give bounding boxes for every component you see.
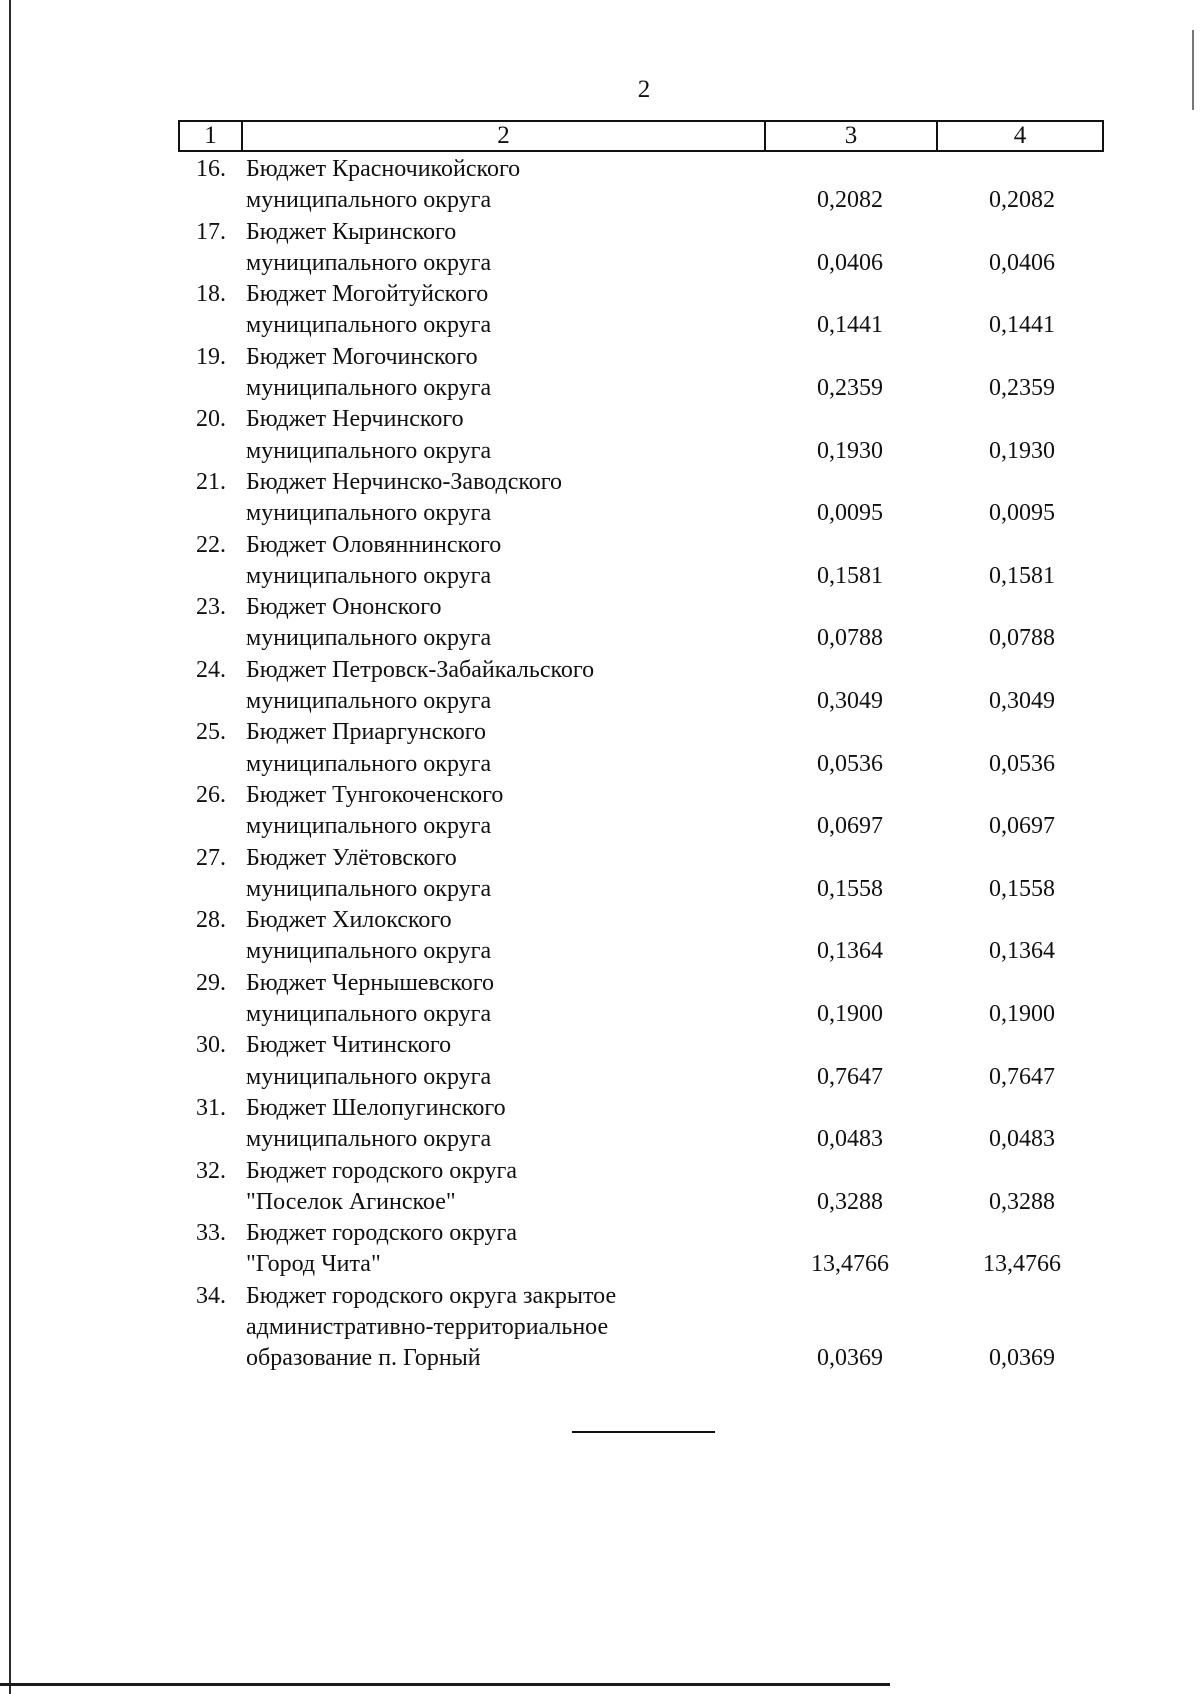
value-col-3: 0,1581	[817, 562, 883, 589]
row-number: 34.	[196, 1282, 226, 1309]
budget-name-line: Бюджет Красночикойского	[246, 156, 521, 182]
value-col-3: 0,1441	[817, 312, 883, 339]
value-col-3: 0,1558	[817, 875, 883, 902]
row-number: 33.	[196, 1220, 226, 1247]
budget-name-line: образование п. Горный	[246, 1345, 481, 1372]
row-number: 28.	[196, 907, 226, 934]
value-col-4: 0,7647	[989, 1063, 1055, 1090]
table-row	[178, 217, 1104, 280]
budget-name-line: Бюджет Читинского	[246, 1032, 452, 1059]
budget-name-line: Бюджет Петровск-Забайкальского	[246, 656, 595, 683]
budget-name	[246, 1030, 766, 1093]
table-row	[178, 843, 1104, 906]
budget-name	[246, 1218, 766, 1281]
budget-name-line: Бюджет Приаргунского	[246, 719, 486, 746]
scan-edge-bottom	[0, 1683, 890, 1686]
table-row	[178, 1218, 1104, 1281]
budget-name-line: муниципального округа	[246, 312, 492, 339]
budget-name-line: Бюджет Нерчинско-Заводского	[246, 468, 563, 495]
budget-name-line: муниципального округа	[246, 813, 492, 840]
end-rule	[572, 1431, 715, 1433]
value-col-3: 0,0788	[817, 625, 883, 652]
value-col-4: 0,0536	[989, 750, 1055, 777]
budget-name	[246, 217, 766, 280]
budget-name-line: муниципального округа	[246, 688, 492, 715]
value-col-4: 0,1364	[989, 938, 1055, 965]
value-col-3: 0,0536	[817, 750, 883, 777]
budget-name	[246, 968, 766, 1031]
budget-name-line: Бюджет Могочинского	[246, 343, 478, 370]
value-col-3: 0,0483	[817, 1126, 883, 1153]
row-number: 30.	[196, 1032, 226, 1059]
value-col-4: 0,3049	[989, 688, 1055, 715]
value-col-3: 0,7647	[817, 1063, 883, 1090]
budget-name	[246, 154, 766, 217]
table-row	[178, 530, 1104, 593]
budget-name-line: муниципального округа	[246, 375, 492, 402]
budget-name	[246, 780, 766, 843]
budget-name	[246, 717, 766, 780]
budget-name-line: муниципального округа	[246, 750, 492, 777]
value-col-4: 0,1900	[989, 1001, 1055, 1028]
row-number: 21.	[196, 468, 226, 495]
value-col-3: 0,2359	[817, 375, 883, 402]
budget-name-line: муниципального округа	[246, 187, 492, 214]
header-col-3: 3	[766, 122, 938, 150]
budget-name-line: муниципального округа	[246, 1126, 492, 1153]
row-number: 19.	[196, 343, 226, 370]
value-col-4: 13,4766	[983, 1251, 1061, 1278]
value-col-4: 0,1558	[989, 875, 1055, 902]
table-row	[178, 655, 1104, 718]
budget-name-line: Бюджет Тунгокоченского	[246, 781, 504, 808]
budget-name-line: муниципального округа	[246, 437, 492, 464]
row-number: 31.	[196, 1094, 226, 1121]
value-col-4: 0,2082	[989, 187, 1055, 214]
budget-name-line: Бюджет Хилокского	[246, 907, 452, 934]
budget-name-line: муниципального округа	[246, 500, 492, 527]
header-col-1: 1	[180, 122, 243, 150]
value-col-3: 0,3288	[817, 1188, 883, 1215]
table-header	[178, 120, 1104, 152]
budget-name-line: Бюджет городского округа закрытое	[246, 1282, 617, 1309]
value-col-4: 0,1930	[989, 437, 1055, 464]
row-number: 17.	[196, 218, 226, 245]
value-col-3: 0,0697	[817, 813, 883, 840]
table-row	[178, 905, 1104, 968]
budget-name-line: Бюджет Оловяннинского	[246, 531, 502, 558]
row-number: 27.	[196, 844, 226, 871]
budget-name	[246, 843, 766, 906]
budget-name-line: Бюджет Нерчинского	[246, 406, 464, 433]
table-row	[178, 279, 1104, 342]
value-col-3: 0,0406	[817, 249, 883, 276]
budget-name	[246, 530, 766, 593]
budget-name	[246, 1281, 766, 1375]
row-number: 23.	[196, 594, 226, 621]
row-number: 16.	[196, 156, 226, 182]
header-col-2: 2	[243, 122, 766, 150]
row-number: 29.	[196, 969, 226, 996]
table-row	[178, 1156, 1104, 1219]
budget-name	[246, 592, 766, 655]
budget-name	[246, 1156, 766, 1219]
table-row	[178, 1093, 1104, 1156]
value-col-4: 0,1581	[989, 562, 1055, 589]
budget-name	[246, 905, 766, 968]
budget-name	[246, 655, 766, 718]
budget-name-line: административно-территориальное	[246, 1313, 609, 1340]
value-col-4: 0,0483	[989, 1126, 1055, 1153]
budget-name-line: Бюджет Чернышевского	[246, 969, 494, 996]
budget-name-line: Бюджет городского округа	[246, 1220, 518, 1247]
value-col-3: 13,4766	[811, 1251, 889, 1278]
budget-name	[246, 1093, 766, 1156]
budget-name-line: Бюджет Могойтуйского	[246, 281, 489, 308]
value-col-3: 0,0095	[817, 500, 883, 527]
row-number: 22.	[196, 531, 226, 558]
budget-name-line: муниципального округа	[246, 249, 492, 276]
page-number: 2	[637, 76, 651, 103]
value-col-3: 0,1900	[817, 1001, 883, 1028]
value-col-4: 0,0095	[989, 500, 1055, 527]
table-row	[178, 780, 1104, 843]
value-col-4: 0,2359	[989, 375, 1055, 402]
value-col-4: 0,1441	[989, 312, 1055, 339]
budget-name	[246, 404, 766, 467]
table-row	[178, 467, 1104, 530]
table-body	[178, 154, 1104, 1375]
row-number: 18.	[196, 281, 226, 308]
budget-name-line: Бюджет Шелопугинского	[246, 1094, 506, 1121]
budget-name-line: муниципального округа	[246, 875, 492, 902]
table-row	[178, 404, 1104, 467]
value-col-4: 0,3288	[989, 1188, 1055, 1215]
value-col-4: 0,0788	[989, 625, 1055, 652]
page-number-block	[0, 76, 1200, 104]
table-row	[178, 1030, 1104, 1093]
budget-name	[246, 467, 766, 530]
table-row	[178, 717, 1104, 780]
row-number: 20.	[196, 406, 226, 433]
budget-name-line: муниципального округа	[246, 1001, 492, 1028]
value-col-4: 0,0369	[989, 1345, 1055, 1372]
budget-name-line: Бюджет Ононского	[246, 594, 442, 621]
value-col-3: 0,0369	[817, 1345, 883, 1372]
budget-name	[246, 342, 766, 405]
budget-name-line: муниципального округа	[246, 562, 492, 589]
row-number: 26.	[196, 781, 226, 808]
budget-name-line: муниципального округа	[246, 1063, 492, 1090]
budget-name-line: муниципального округа	[246, 625, 492, 652]
scan-edge-left	[9, 0, 11, 1694]
value-col-3: 0,1930	[817, 437, 883, 464]
budget-name-line: Бюджет Кыринского	[246, 218, 457, 245]
table-row	[178, 154, 1104, 217]
table-row	[178, 1281, 1104, 1375]
row-number: 25.	[196, 719, 226, 746]
value-col-4: 0,0406	[989, 249, 1055, 276]
header-col-4: 4	[1013, 122, 1027, 149]
table-row	[178, 968, 1104, 1031]
budget-name-line: муниципального округа	[246, 938, 492, 965]
budget-name-line: Бюджет Улётовского	[246, 844, 457, 871]
value-col-3: 0,1364	[817, 938, 883, 965]
value-col-3: 0,2082	[817, 187, 883, 214]
row-number: 32.	[196, 1157, 226, 1184]
budget-name-line: "Поселок Агинское"	[246, 1188, 456, 1215]
value-col-4: 0,0697	[989, 813, 1055, 840]
table-row	[178, 342, 1104, 405]
budget-name-line: Бюджет городского округа	[246, 1157, 518, 1184]
table-row	[178, 592, 1104, 655]
value-col-3: 0,3049	[817, 688, 883, 715]
budget-name	[246, 279, 766, 342]
row-number: 24.	[196, 656, 226, 683]
budget-name-line: "Город Чита"	[246, 1251, 381, 1278]
